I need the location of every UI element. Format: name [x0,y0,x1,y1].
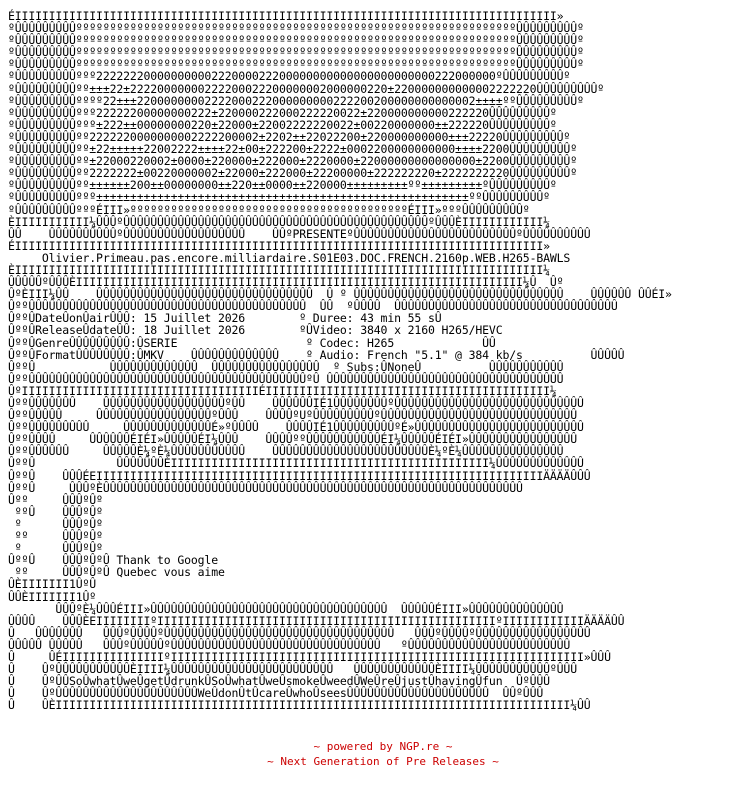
footer-powered-by: ~ powered by NGP.re ~ [313,740,453,753]
nfo-ascii-art: ÉIIIIIIIIIIIIIIIIIIIIIIIIIIIIIIIIIIIIIIIIIIIIIIIIIIIIIIIIIIIIIIIIIIIIIIIIIIIIIIII» ºÛÛÛÛÛÛÛÛÛºººººººººººººººººººººººººººººººººººººººººººººººººººººººººººººººººÛÛÛÛÛÛÛÛÛº ºÛÛÛÛÛÛÛÛÛºººººººººººººººººººººººººººººººººººººººººººººººººººººººººººººººººÛÛÛÛÛÛÛÛÛº ºÛÛÛÛÛÛÛÛÛºººººººººººººººººººººººººººººººººººººººººººººººººººººººººººººººººÛÛÛÛÛÛÛÛÛº ºÛÛÛÛÛÛÛÛÛºººººººººººººººººººººººººººººººººººººººººººººººººººººººººººººººººÛÛÛÛÛÛÛÛÛº ºÛÛÛÛÛÛÛÛÛººº22222220000000000222000022200000000000000000000000222000000ºÛÛÛÛÛÛÛÛÛº ºÛÛÛÛÛÛÛÛÛºº±±±22±22220000000222200022200000002000000220±220000000000002222220ÛÛÛÛÛÛÛÛÛº ºÛÛÛÛÛÛÛÛÛºººº22±±±22000000002222000222000000000222200200000000000002±±±±ººÛÛÛÛÛÛÛÛÛº ºÛÛÛÛÛÛÛÛÛººº22222200000000222±220000222000222220022±220000000000222220ÛÛÛÛÛÛÛÛÛº ºÛÛÛÛÛÛÛÛÛººº±222±±00000000220±22000±22002222220022±00220000000±±222220ÛÛÛÛÛÛÛÛÛº ºÛÛÛÛÛÛÛÛÛºº2222220000000002222200002±2202±±22022200±220000000000±±±22220ÛÛÛÛÛÛÛÛÛº ºÛÛÛÛÛÛÛÛÛºº±22±±±±±22002222±±±±22±00±222200±2222±0002200000000000±±±±2200ÛÛÛÛÛÛÛÛÛº ºÛÛÛÛÛÛÛÛÛºº±22000220002±0000±220000±222000±2220000±22000000000000000±2200ÛÛÛÛÛÛÛÛÛº ºÛÛÛÛÛÛÛÛÛºº2222222±00220000002±22000±222000±22200000±222222220±2222222220ÛÛÛÛÛÛÛÛÛº ºÛÛÛÛÛÛÛÛÛºº±±±±±±200±±00000000±±220±±0000±±220000±±±±±±±±±ºº±±±±±±±±±ºÛÛÛÛÛÛÛÛÛº ºÛÛÛÛÛÛÛÛÛººº±±±±±±±±±±±±±±±±±±±±±±±±±±±±±±±±±±±±±±±±±±±±±±±±±±±±±±±ººÛÛÛÛÛÛÛÛÛº ºÛÛÛÛÛÛÛÛÛºººÉIII»ºººººººººººººººººººººººººººººººººººººººººÉIII»ºººÛÛÛÛÛÛÛÛÛº ÈIIIIIIIIIII¼ÛÛÛºÛÛÛÛÛÛÛÛÛÛÛÛÛÛÛÛÛÛÛÛÛÛÛÛÛÛÛÛÛÛÛÛÛÛÛÛÛÛÛÛÛÛÛÛÛºÛÛÛÈIIIIIIIIIIII¼ ÛÛ ÛÛÛÛÛÛÛÛÛÛºÛÛÛÛÛÛÛÛÛÛÛÛÛÛÛÛÛÛ ÛÛºPRESENTEºÛÛÛÛÛÛÛÛÛÛÛÛÛÛÛÛÛÛÛÛÛÛÛÛºÛÛÛÛÛÛÛÛÛÛ ÉIIIIIIIIIIIIIIIIIIIIIIIIIIIIIIIIIIIIIIIIIIIIIIIIIIIIIIIIIIIIIIIIIIIIIIIIIIIIII» Olivier.Primeau.pas.encore.milliardaire.S01E03.DOC.FRENCH.2160p.WEB.H265-BAWLS ÈIIIIIIIIIIIIIIIIIIIIIIIIIIIIIIIIIIIIIIIIIIIIIIIIIIIIIIIIIIIIIIIIIIIIIIIIIIIIII¼ ÛÛÛÛÛºÛÛÛÈIIIIIIIIIIIIIIIIIIIIIIIIIIIIIIIIIIIIIIIIIIIIIIIIIIIIIIIIIIIIIIIIII¼Û Ûº ÛºÈIII¼ÛÛ ÛÛÛÛÛÛÛÛÛÛÛÛÛÛÛÛÛÛÛÛÛÛÛÛÛÛÛÛÛÛÛÛ Û º ÛÛÛÛÛÛÛÛÛÛÛÛÛÛÛÛÛÛÛÛÛÛÛÛÛÛÛÛÛÛÛ ÛÛÛÛÛÛ ÛÛÉI» ÛººÛÛÛÛÛÛÛÛÛÛÛÛÛÛÛÛÛÛÛÛÛÛÛÛÛÛÛÛÛÛÛÛÛÛÛÛÛÛÛÛÛ ÛÛ ºÛÛÛÛ ÛÛÛÛÛÛÛÛÛÛÛÛÛÛÛÛÛÛÛÛÛÛÛÛÛÛÛÛÛÛÛÛÛ ÛººÛDateÛonÛairÛÛÛ: 15 Juillet 2026 º Duree: 43 min 55 sÛ ÛººÛReleaseÛdateÛÛ: 18 Juillet 2026 ºÛVideo: 3840 x 2160 H265/HEVC ÛººÛGenreÛÛÛÛÛÛÛÛÛ:ÛSERIE º Codec: H265 ÛÛ ÛººÛFormatÛÛÛÛÛÛÛÛ:ÛMKV ÛÛÛÛÛÛÛÛÛÛÛÛÛ º Audio: French "5.1" @ 384 kb/s ÛÛÛÛÛ ÛººÛ ÛÛÛÛÛÛÛÛÛÛÛÛÛ ÛÛÛÛÛÛÛÛÛÛÛÛÛÛÛÛ º Subs:ÛNoneÛ ÛÛÛÛÛÛÛÛÛÛÛ ÛººÛÛÛÛÛÛÛÛÛÛÛÛÛÛÛÛÛÛÛÛÛÛÛÛÛÛÛÛÛÛÛÛÛÛÛÛÛÛÛÛÛºÛ ÛÛÛÛÛÛÛÛÛÛÛÛÛÛÛÛÛÛÛÛÛÛÛÛÛÛÛÛÛÛÛÛÛÛÛ ÛºIIIIIIIIIIIIIIIIIIIIIIIIIIIIIIIIIIIÉIIIIIIIIIIIIIIIIIIIIIIIIIIIIIIIIIIIIIIIIII¼ ÛººÛÛÛÛÛÛÛ ÛÛÛÛÛÛÛÛÛÛÛÛÛÛÛÛÛÛºÛÛ ÛÛÛÛÛÛIÉ1ÛÛÛÛÛÛÛÛºÛÛÛÛÛÛÛÛÛÛÛÛÛÛÛÛÛÛÛÛÛÛÛÛÛÛÛÛ ÛººÛÛÛÛÛ ÛÛÛÛÛÛÛÛÛÛÛÛÛÛÛÛÛºÛÛÛ ÛÛÛÛºUºÛÛÛÛÛÛÛÛÛºÛÛÛÛÛÛÛÛÛÛÛÛÛÛÛÛÛÛÛÛÛÛÛÛÛÛÛÛÛ ÛººÛÛÛÛÛÛÛÛÛ ÛÛÛÛÛÛÛÛÛÛÛÛÛÉ»ºÛÛÛÛ ÛÛÛÛIÉ1ÛÛÛÛÛÛÛÛÛºÉ»ÛÛÛÛÛÛÛÛÛÛÛÛÛÛÛÛÛÛÛÛÛÛÛÛÛ ÛººÛÛÛÛ ÛÛÛÛÛÛÉIÉI»ÛÛÛÛÛÉI¼ÛÛÛ ÛÛÛÛººÛÛÛÛÛÛÛÛÛÛÛÉI¼ÛÛÛÛÛÉIÉI»ÛÛÛÛÛÛÛÛÛÛÛÛÛÛÛÛ ÛººÛÛÛÛÛÛ ÛÛÛÛÛÈ¼ºÈ¼ÛÛÛÛÛÛÛÛÛÛÛ ÛÛÛÛÛÛÛÛÛÛÛÛÛÛÛÛÛÛÛÛÛÛÛÈ¼ºÈ¼ÛÛÛÛÛÛÛÛÛÛÛÛÛÛÛ ÛººÛ ÛÛÛÛÛÛÛÈIIIIIIIIIIIIIIIIIIIIIIIIIIIIIIIIIIIIIIIIIIIIIII¼ÛÛÛÛÛÛÛÛÛÛÛÛÛ ÛººÛ ÛÛÛÉEIIIIIIIIIIIIIIIIIIIIIIIIIIIIIIIIIIIIIIIIIIIIIIIIIIIIIIIIIIIIIIIIIIÄÄÄÄÛÛÛ ÛººÛ ÛÛÛºÈÛÛÛÛÛÛÛÛÛÛÛÛÛÛÛÛÛÛÛÛÛÛÛÛÛÛÛÛÛÛÛÛÛÛÛÛÛÛÛÛÛÛÛÛÛÛÛÛÛÛÛÛÛÛÛÛÛÛÛÛÛÛ Ûºº ÛÛÛºÛº ººÛ ÛÛÛºÛº º ÛÛÛºÛº ºº ÛÛÛºÛº º ÛÛÛºÛº ÛººÛ ÛÛÛºÛºÛ Thank to Google ºº ÛÛÛºÛºÛ Quebec vous aime ÛÈIIIIIII1ÛºÛ ÛÛÈIIIIIII1Ûº ÛÛÛºÈ¼ÛÛÛÉIII»ÛÛÛÛÛÛÛÛÛÛÛÛÛÛÛÛÛÛÛÛÛÛÛÛÛÛÛÛÛÛÛÛÛÛÛ ÛÛÛÛÛÉIII»ÛÛÛÛÛÛÛÛÛÛÛÛÛÛ ÛÛÛÛ ÛÛÛÈEIIIIIIIIºIIIIIIIIIIIIIIIIIIIIIIIIIIIIIIIIIIIIIIIIIIIIIIIIIIºIIIIIIIIIIIIÄÄÄÄÛÛ Û ÛÛÛÛÛÛÛ ÛÛÛºÛÛÛÛºÛÛÛÛÛÛÛÛÛÛÛÛÛÛÛÛÛÛÛÛÛÛÛÛÛÛÛÛÛÛÛÛÛÛ ÛÛÛºÛÛÛÛºÛÛÛÛÛÛÛÛÛÛÛÛÛÛÛÛÛ ÛÛÛÛÛ ÛÛÛÛÛ ÛÛÛºÛÛÛÛÛºÛÛÛÛÛÛÛÛÛÛÛÛÛÛÛÛÛÛÛÛÛÛÛÛÛÛÛÛÛÛÛ ºÛÛÛÛÛÛÛÛÛÛÛÛÛÛÛÛÛÛÛÛÛÛÛÛ Û ÛÉIIIIIIIIIIIIIIIºIIIIIIIIIIIIIIIIIIIIIIIIIIIIIIIIIIIIIIIIIIIIIIIIIIIIIIIIIIIII»ÛÛÛ Û ÛºÛÛÛÛÛÛÛÛÛÛÛÈIIII¼ÛÛÛÛÛÛÛÛÛÛÛÛÛÛÛÛÛÛÛÛÛÛÛÛ ÛÛÛÛÛÛÛÛÛÛÛÛÈIIII¼ÛÛÛÛÛÛÛÛÛÛÛºÛÛÛ Û ÛºÛÛSoÛwhatÛweÛgetÛdrunkÛSoÛwhatÛweÛsmokeÛweedÛWeÛreÛjustÛhavingÛfun ÛºÛÛÛ Û ÛºÛÛÛÛÛÛÛÛÛÛÛÛÛÛÛÛÛÛÛÛÛWeÛdonÛtÛcareÛwhoÛseesÛÛÛÛÛÛÛÛÛÛÛÛÛÛÛÛÛÛÛÛÛ ÛÛºÛÛÛ Û ÛÈIIIIIIIIIIIIIIIIIIIIIIIIIIIIIIIIIIIIIIIIIIIIIIIIIIIIIIIIIIIIIIIIIIIIIIIIIIII¼ÛÛ [8,9,672,713]
footer-tagline: ~ Next Generation of Pre Releases ~ [267,755,499,768]
